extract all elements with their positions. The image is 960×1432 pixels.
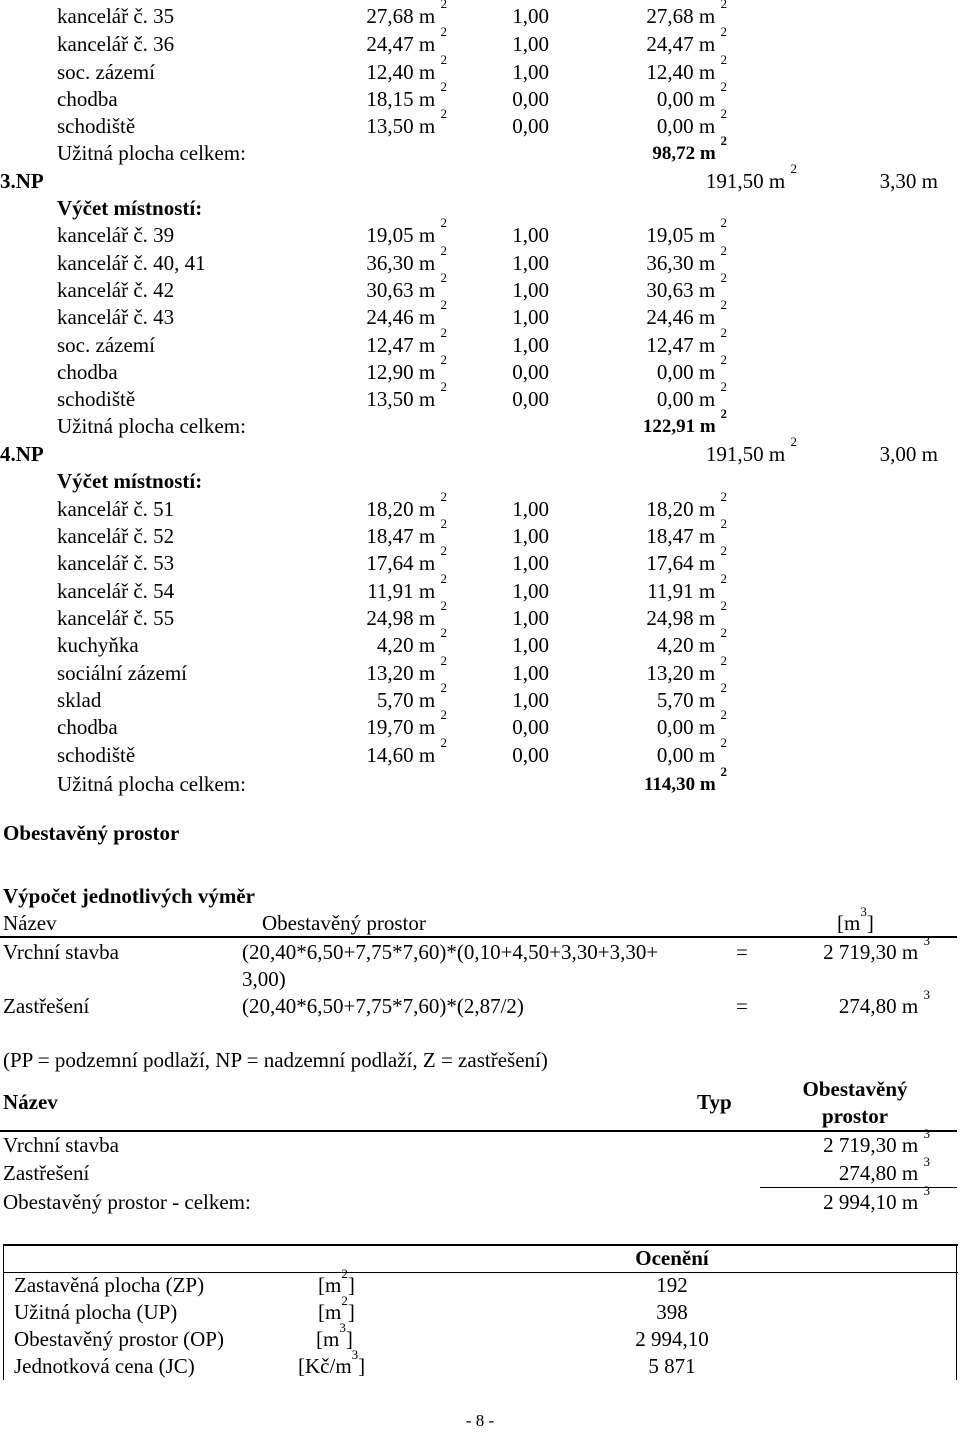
valuation-row-unit: $[m^2]$ <box>318 1293 355 1324</box>
summary-total-value: 2 994,10 m $^3$ <box>823 1183 930 1214</box>
summary-header-rule <box>0 1130 957 1132</box>
valuation-row-unit: $[m^3]$ <box>316 1320 353 1351</box>
room-row: kancelář č. 55 24,98 m $^2$ 1,00 24,98 m $^2$ <box>57 598 727 630</box>
valuation-row-value: 5 871 <box>648 1354 696 1378</box>
valuation-row-name: Jednotková cena (JC) <box>14 1354 195 1378</box>
calc-row-eq: = <box>736 994 748 1018</box>
room-row: kancelář č. 39 19,05 m $^2$ 1,00 19,05 m $^2$ <box>57 215 727 247</box>
valuation-row-unit: $[m^2]$ <box>318 1266 355 1297</box>
calc-heading: Výpočet jednotlivých výměr <box>3 884 255 908</box>
valuation-left-rule <box>3 1244 4 1380</box>
calc-row-value: 2 719,30 m $^3$ <box>823 933 930 964</box>
summary-row-value: 2 719,30 m $^3$ <box>823 1126 930 1157</box>
room-row: kancelář č. 40, 41 36,30 m $^2$ 1,00 36,30 m $^2$ <box>57 243 727 275</box>
page-number: - 8 - <box>465 1411 495 1430</box>
room-row: kancelář č. 43 24,46 m $^2$ 1,00 24,46 m $^2$ <box>57 297 727 329</box>
room-row: sociální zázemí 13,20 m $^2$ 1,00 13,20 m $^2$ <box>57 653 727 685</box>
room-row: chodba 12,90 m $^2$ 0,00 0,00 m $^2$ <box>57 352 727 384</box>
floor-header-row: 3.NP 191,50 m $^2$ 3,30 m <box>0 161 938 193</box>
room-row: kancelář č. 54 11,91 m $^2$ 1,00 11,91 m $^2$ <box>57 571 727 603</box>
summary-col-volume: Obestavěný prostor <box>802 1077 908 1128</box>
floor-total-row: Užitná plocha celkem: 122,91 m $^2$ <box>57 406 727 438</box>
calc-row-name: Zastřešení <box>3 994 90 1018</box>
valuation-row-value: 192 <box>656 1273 688 1297</box>
room-row: kuchyňka 4,20 m $^2$ 1,00 4,20 m $^2$ <box>57 625 727 657</box>
room-list-heading: Výčet místností: <box>57 196 203 220</box>
calc-row-name: Vrchní stavba <box>3 940 119 964</box>
summary-col-type: Typ <box>697 1090 732 1114</box>
calc-header-rule <box>0 936 957 938</box>
section-heading: Obestavěný prostor <box>3 821 180 845</box>
floor-total-row: Užitná plocha celkem: 114,30 m $^2$ <box>57 764 727 796</box>
calc-col-formula: Obestavěný prostor <box>262 911 426 935</box>
calc-row-formula: (20,40*6,50+7,75*7,60)*(2,87/2) <box>242 994 524 1018</box>
room-row: kancelář č. 35 27,68 m $^2$ 1,00 27,68 m $^2$ <box>57 0 727 28</box>
floor-total-row: Užitná plocha celkem: 98,72 m $^2$ <box>57 133 727 165</box>
summary-total-label: Obestavěný prostor - celkem: <box>3 1190 251 1214</box>
valuation-top-rule <box>3 1244 958 1246</box>
summary-row-name: Zastřešení <box>3 1161 90 1185</box>
valuation-row-value: 2 994,10 <box>635 1327 709 1351</box>
room-row: chodba 19,70 m $^2$ 0,00 0,00 m $^2$ <box>57 707 727 739</box>
legend-text: (PP = podzemní podlaží, NP = nadzemní podlaží, Z = zastřešení) <box>3 1048 548 1072</box>
calc-row-formula-cont: 3,00) <box>242 967 286 991</box>
room-row: schodiště 14,60 m $^2$ 0,00 0,00 m $^2$ <box>57 735 727 767</box>
valuation-row-value: 398 <box>656 1300 688 1324</box>
calc-row-eq: = <box>736 940 748 964</box>
valuation-header: Ocenění <box>635 1246 709 1270</box>
summary-col-name: Název <box>3 1090 58 1114</box>
room-row: chodba 18,15 m $^2$ 0,00 0,00 m $^2$ <box>57 79 727 111</box>
room-row: sklad 5,70 m $^2$ 1,00 5,70 m $^2$ <box>57 680 727 712</box>
room-row: kancelář č. 53 17,64 m $^2$ 1,00 17,64 m $^2$ <box>57 543 727 575</box>
calc-col-name: Název <box>3 911 57 935</box>
valuation-row-name: Obestavěný prostor (OP) <box>14 1327 224 1351</box>
valuation-right-rule <box>956 1244 957 1380</box>
room-row: kancelář č. 36 24,47 m $^2$ 1,00 24,47 m $^2$ <box>57 24 727 56</box>
valuation-row-name: Zastavěná plocha (ZP) <box>14 1273 205 1297</box>
room-row: kancelář č. 42 30,63 m $^2$ 1,00 30,63 m $^2$ <box>57 270 727 302</box>
valuation-row-unit: $[Kč/m^3]$ <box>298 1347 366 1378</box>
room-list-heading: Výčet místností: <box>57 469 203 493</box>
calc-row-formula: (20,40*6,50+7,75*7,60)*(0,10+4,50+3,30+3,30+ <box>242 940 659 964</box>
valuation-row-name: Užitná plocha (UP) <box>14 1300 178 1324</box>
summary-row-name: Vrchní stavba <box>3 1133 119 1157</box>
room-row: kancelář č. 52 18,47 m $^2$ 1,00 18,47 m $^2$ <box>57 516 727 548</box>
floor-header-row: 4.NP 191,50 m $^2$ 3,00 m <box>0 434 938 466</box>
room-row: schodiště 13,50 m $^2$ 0,00 0,00 m $^2$ <box>57 106 727 138</box>
room-row: soc. zázemí 12,40 m $^2$ 1,00 12,40 m $^2$ <box>57 52 727 84</box>
calc-col-unit: $[m^3]$ <box>837 904 874 935</box>
calc-row-value: 274,80 m $^3$ <box>838 987 930 1018</box>
summary-row-value: 274,80 m $^3$ <box>838 1154 930 1185</box>
room-row: schodiště 13,50 m $^2$ 0,00 0,00 m $^2$ <box>57 379 727 411</box>
room-row: kancelář č. 51 18,20 m $^2$ 1,00 18,20 m $^2$ <box>57 489 727 521</box>
room-row: soc. zázemí 12,47 m $^2$ 1,00 12,47 m $^2$ <box>57 325 727 357</box>
